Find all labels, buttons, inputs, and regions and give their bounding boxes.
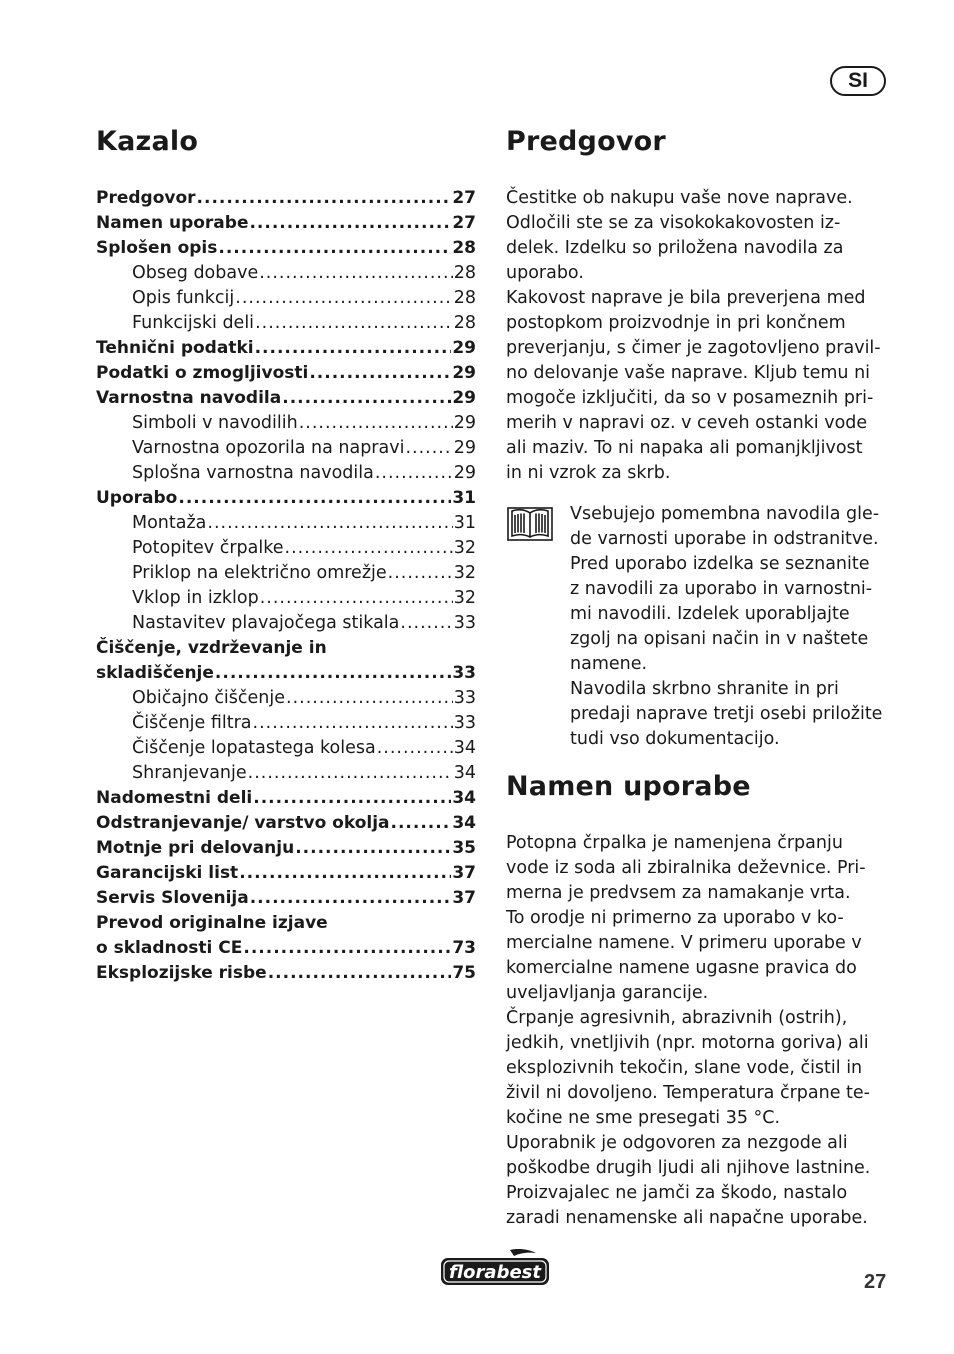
toc-entry-page: 73 xyxy=(452,938,476,958)
toc-entry-title: Nadomestni deli xyxy=(96,788,253,808)
florabest-logo xyxy=(438,1248,552,1288)
toc-list xyxy=(96,186,476,986)
toc-leader-dots xyxy=(268,961,452,986)
toc-entry-title: Funkcijski deli xyxy=(132,313,255,333)
toc-entry-title: Obseg dobave xyxy=(132,263,259,283)
toc-entry-title: Prevod originalne izjave xyxy=(96,913,328,933)
toc-entry xyxy=(96,286,476,311)
toc-entry-title: Splošen opis xyxy=(96,238,218,258)
toc-leader-dots xyxy=(255,311,453,336)
toc-leader-dots xyxy=(388,561,453,586)
text-line: in ni vzrok za skrb. xyxy=(506,463,671,483)
toc-entry xyxy=(96,311,476,336)
toc-entry-title: Odstranjevanje/ varstvo okolja xyxy=(96,813,390,833)
toc-leader-dots xyxy=(197,186,452,211)
toc-entry-title: Čiščenje, vzdrževanje in xyxy=(96,638,327,658)
toc-leader-dots xyxy=(405,436,452,461)
toc-entry xyxy=(96,886,476,911)
text-line: uporabo. xyxy=(506,263,584,283)
namen-text xyxy=(506,831,896,1231)
text-line: ali maziv. To ni napaka ali pomanjkljivost xyxy=(506,438,863,458)
toc-entry xyxy=(96,411,476,436)
toc-entry xyxy=(96,861,476,886)
toc-entry-title: Predgovor xyxy=(96,188,196,208)
toc-entry-page: 32 xyxy=(453,538,476,558)
text-line: mogoče izključiti, da so v posameznih pri- xyxy=(506,388,874,408)
toc-entry xyxy=(96,561,476,586)
toc-leader-dots xyxy=(239,861,451,886)
toc-entry xyxy=(96,511,476,536)
namen-title: Namen uporabe xyxy=(506,771,751,802)
open-book-icon xyxy=(506,505,554,543)
toc-leader-dots xyxy=(400,611,452,636)
toc-entry-title: Namen uporabe xyxy=(96,213,249,233)
toc-entry-title: Garancijski list xyxy=(96,863,239,883)
text-line: no delovanje vaše naprave. Kljub temu ni xyxy=(506,363,871,383)
note-line: zgolj na opisani način in v naštete xyxy=(570,629,869,649)
text-line: eksplozivnih tekočin, slane vode, čistil in xyxy=(506,1058,863,1078)
toc-entry-title: Priklop na električno omrežje xyxy=(132,563,387,583)
toc-entry-title: Opis funkcij xyxy=(132,288,235,308)
toc-entry-page: 33 xyxy=(452,663,476,683)
predgovor-title: Predgovor xyxy=(506,126,666,157)
text-line: uveljavljanja garancije. xyxy=(506,983,709,1003)
toc-entry-page: 29 xyxy=(453,438,476,458)
note-line: mi navodili. Izdelek uporabljajte xyxy=(570,604,850,624)
language-badge: SI xyxy=(830,66,886,96)
toc-entry xyxy=(96,361,476,386)
toc-entry-title: Čiščenje lopatastega kolesa xyxy=(132,738,376,758)
text-line: mercialne namene. V primeru uporabe v xyxy=(506,933,862,953)
toc-entry xyxy=(96,536,476,561)
toc-entry xyxy=(96,336,476,361)
text-line: postopkom proizvodnje in pri končnem xyxy=(506,313,846,333)
toc-entry-page: 35 xyxy=(452,838,476,858)
toc-entry xyxy=(96,636,476,661)
text-line: preverjanju, s čimer je zagotovljeno pravil- xyxy=(506,338,881,358)
toc-leader-dots xyxy=(235,286,452,311)
toc-entry-title: Motnje pri delovanju xyxy=(96,838,295,858)
text-line: Kakovost naprave je bila preverjena med xyxy=(506,288,866,308)
toc-leader-dots xyxy=(248,761,453,786)
note-line: Vsebujejo pomembna navodila gle- xyxy=(570,504,880,524)
note-line: z navodili za uporabo in varnostni- xyxy=(570,579,873,599)
toc-leader-dots xyxy=(243,936,451,961)
note-line: namene. xyxy=(570,654,648,674)
toc-leader-dots xyxy=(260,586,453,611)
note-line: Pred uporabo izdelka se seznanite xyxy=(570,554,870,574)
toc-entry xyxy=(96,811,476,836)
note-line: de varnosti uporabe in odstranitve. xyxy=(570,529,879,549)
toc-entry-page: 28 xyxy=(453,263,476,283)
toc-entry xyxy=(96,836,476,861)
toc-entry xyxy=(96,936,476,961)
toc-entry-title: Varnostna opozorila na napravi xyxy=(132,438,405,458)
toc-entry-page: 29 xyxy=(452,338,476,358)
toc-entry-page: 32 xyxy=(453,588,476,608)
text-line: kočine ne sme presegati 35 °C. xyxy=(506,1108,781,1128)
toc-leader-dots xyxy=(218,236,451,261)
toc-entry xyxy=(96,711,476,736)
toc-entry-page: 27 xyxy=(452,213,476,233)
toc-entry-title: skladiščenje xyxy=(96,663,214,683)
toc-entry xyxy=(96,236,476,261)
toc-entry-page: 31 xyxy=(453,513,476,533)
toc-title: Kazalo xyxy=(96,126,199,157)
toc-entry-title: Simboli v navodilih xyxy=(132,413,298,433)
toc-leader-dots xyxy=(215,661,451,686)
toc-entry-title: Montaža xyxy=(132,513,207,533)
toc-entry xyxy=(96,686,476,711)
text-line: merih v napravi oz. v ceveh ostanki vode xyxy=(506,413,868,433)
toc-entry-page: 28 xyxy=(452,238,476,258)
toc-entry-page: 28 xyxy=(453,288,476,308)
toc-entry xyxy=(96,436,476,461)
toc-entry-title: Splošna varnostna navodila xyxy=(132,463,374,483)
toc-leader-dots xyxy=(253,711,453,736)
toc-entry xyxy=(96,486,476,511)
toc-column xyxy=(96,126,476,986)
toc-entry-title: Vklop in izklop xyxy=(132,588,259,608)
toc-entry-title: Običajno čiščenje xyxy=(132,688,286,708)
toc-leader-dots xyxy=(253,786,451,811)
text-line: Čestitke ob nakupu vaše nove naprave. xyxy=(506,188,853,208)
text-line: Odločili ste se za visokokakovosten iz- xyxy=(506,213,841,233)
toc-leader-dots xyxy=(178,486,451,511)
toc-entry xyxy=(96,461,476,486)
toc-entry-title: Eksplozijske risbe xyxy=(96,963,267,983)
text-line: To orodje ni primerno za uporabo v ko- xyxy=(506,908,844,928)
toc-leader-dots xyxy=(375,461,453,486)
text-line: poškodbe drugih ljudi ali njihove lastnine. xyxy=(506,1158,871,1178)
toc-entry-page: 37 xyxy=(452,863,476,883)
toc-entry xyxy=(96,786,476,811)
text-line: merna je predvsem za namakanje vrta. xyxy=(506,883,851,903)
toc-entry-page: 31 xyxy=(452,488,476,508)
toc-leader-dots xyxy=(286,686,453,711)
toc-leader-dots xyxy=(250,886,452,911)
text-line: Potopna črpalka je namenjena črpanju xyxy=(506,833,843,853)
toc-entry-title: Čiščenje filtra xyxy=(132,713,252,733)
toc-entry-page: 34 xyxy=(452,813,476,833)
toc-leader-dots xyxy=(391,811,452,836)
toc-entry-page: 75 xyxy=(452,963,476,983)
toc-entry xyxy=(96,611,476,636)
toc-entry-page: 32 xyxy=(453,563,476,583)
toc-entry-page: 33 xyxy=(453,713,476,733)
toc-leader-dots xyxy=(255,336,452,361)
toc-entry-title: Nastavitev plavajočega stikala xyxy=(132,613,400,633)
predgovor-text xyxy=(506,186,896,486)
text-line: vode iz soda ali zbiralnika deževnice. Pri- xyxy=(506,858,866,878)
toc-entry-title: Uporabo xyxy=(96,488,178,508)
toc-entry-page: 27 xyxy=(452,188,476,208)
toc-entry xyxy=(96,386,476,411)
toc-leader-dots xyxy=(259,261,453,286)
toc-entry xyxy=(96,911,476,936)
toc-leader-dots xyxy=(295,836,451,861)
safety-note-text xyxy=(570,502,896,752)
page-number: 27 xyxy=(864,1271,887,1293)
toc-entry-page: 37 xyxy=(452,888,476,908)
text-line: Proizvajalec ne jamči za škodo, nastalo xyxy=(506,1183,848,1203)
toc-entry-title: o skladnosti CE xyxy=(96,938,243,958)
text-line: Uporabnik je odgovoren za nezgode ali xyxy=(506,1133,848,1153)
toc-entry-title: Potopitev črpalke xyxy=(132,538,284,558)
note-line: Navodila skrbno shranite in pri xyxy=(570,679,839,699)
toc-entry xyxy=(96,261,476,286)
toc-entry-page: 34 xyxy=(453,763,476,783)
text-line: Črpanje agresivnih, abrazivnih (ostrih), xyxy=(506,1008,848,1028)
toc-entry-page: 28 xyxy=(453,313,476,333)
toc-entry xyxy=(96,961,476,986)
note-line: predaji naprave tretji osebi priložite xyxy=(570,704,883,724)
text-line: zaradi nenamenske ali napačne uporabe. xyxy=(506,1208,868,1228)
toc-entry xyxy=(96,186,476,211)
text-line: živil ni dovoljeno. Temperatura črpane te- xyxy=(506,1083,870,1103)
toc-entry-title: Varnostna navodila xyxy=(96,388,282,408)
toc-entry xyxy=(96,211,476,236)
toc-leader-dots xyxy=(309,361,451,386)
toc-entry-page: 29 xyxy=(452,363,476,383)
text-line: jedkih, vnetljivih (npr. motorna goriva) ali xyxy=(506,1033,869,1053)
content-column xyxy=(506,126,896,1231)
toc-entry-title: Servis Slovenija xyxy=(96,888,249,908)
safety-note xyxy=(506,502,896,752)
toc-entry-title: Tehnični podatki xyxy=(96,338,254,358)
toc-entry xyxy=(96,586,476,611)
text-line: komercialne namene ugasne pravica do xyxy=(506,958,857,978)
toc-leader-dots xyxy=(377,736,453,761)
toc-entry-page: 29 xyxy=(452,388,476,408)
toc-entry xyxy=(96,661,476,686)
logo-text: florabest xyxy=(449,1262,541,1283)
toc-entry xyxy=(96,736,476,761)
toc-entry-title: Shranjevanje xyxy=(132,763,247,783)
toc-entry xyxy=(96,761,476,786)
toc-entry-page: 34 xyxy=(452,788,476,808)
text-line: delek. Izdelku so priložena navodila za xyxy=(506,238,844,258)
toc-entry-page: 29 xyxy=(453,463,476,483)
toc-entry-page: 29 xyxy=(453,413,476,433)
toc-entry-page: 34 xyxy=(453,738,476,758)
toc-entry-page: 33 xyxy=(453,688,476,708)
toc-entry-title: Podatki o zmogljivosti xyxy=(96,363,309,383)
note-line: tudi vso dokumentacijo. xyxy=(570,729,780,749)
toc-leader-dots xyxy=(207,511,452,536)
toc-leader-dots xyxy=(299,411,453,436)
toc-entry-page: 33 xyxy=(453,613,476,633)
toc-leader-dots xyxy=(282,386,451,411)
toc-leader-dots xyxy=(249,211,451,236)
toc-leader-dots xyxy=(285,536,453,561)
